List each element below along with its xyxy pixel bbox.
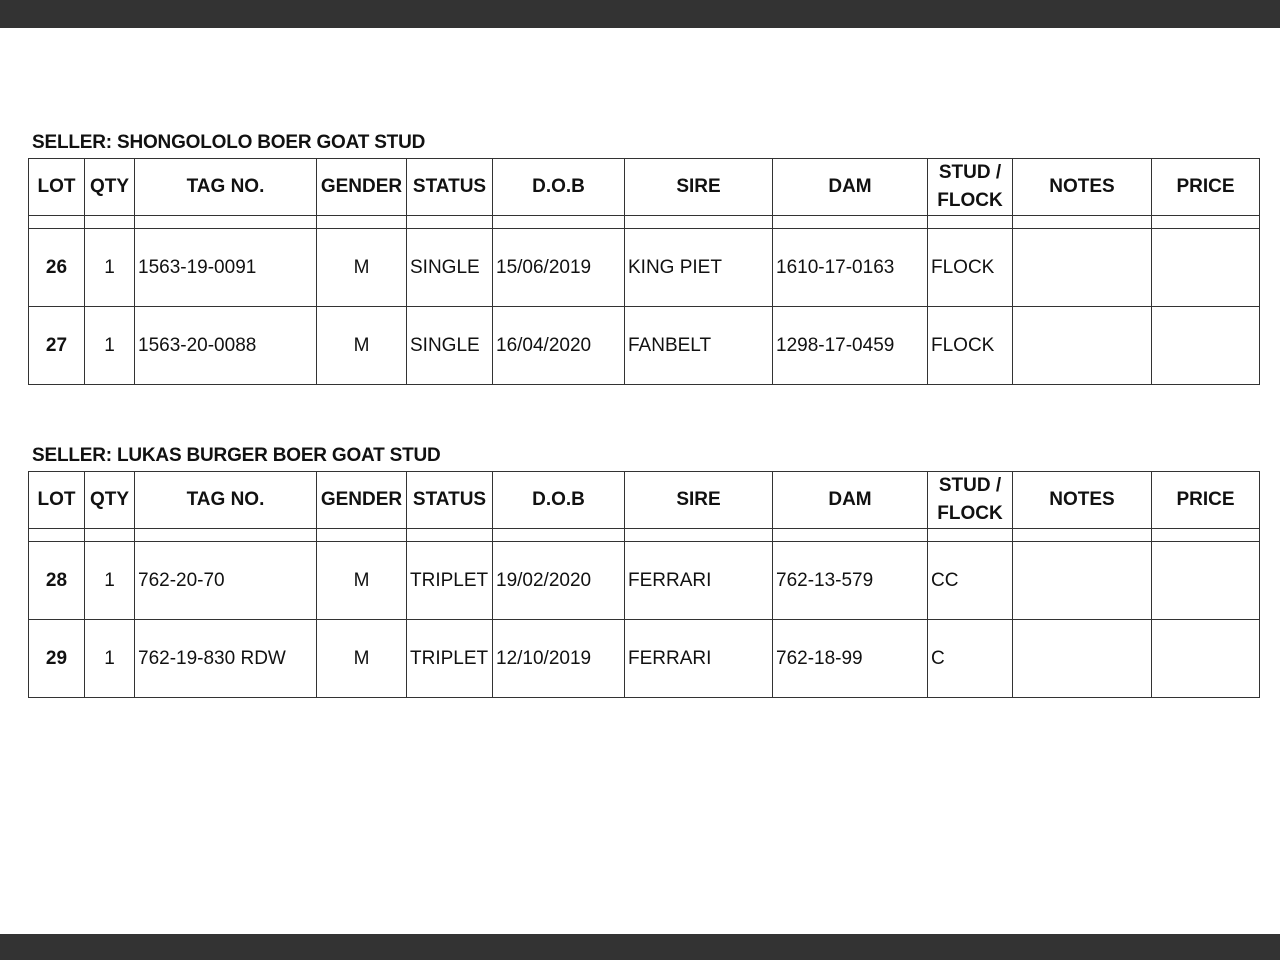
cell-price [1152,229,1260,307]
cell-dam: 1610-17-0163 [773,229,928,307]
cell-dob: 15/06/2019 [493,229,625,307]
table-row [29,620,1260,698]
cell-qty: 1 [85,229,135,307]
header-status: STATUS [407,472,493,529]
header-sire: SIRE [625,159,773,216]
header-notes: NOTES [1013,472,1152,529]
header-dob: D.O.B [493,472,625,529]
header-dob: D.O.B [493,159,625,216]
header-notes: NOTES [1013,159,1152,216]
header-sire: SIRE [625,472,773,529]
header-tag-no: TAG NO. [135,472,317,529]
seller-name: LUKAS BURGER BOER GOAT STUD [116,445,441,466]
header-tag-no: TAG NO. [135,159,317,216]
header-row [29,472,1260,529]
table-row [29,542,1260,620]
cell-dob: 16/04/2020 [493,307,625,385]
cell-tag-no: 762-20-70 [135,542,317,620]
cell-status: SINGLE [407,307,493,385]
cell-stud-flock: C [928,620,1013,698]
cell-sire: FERRARI [625,620,773,698]
header-stud-flock-line1: STUD / [938,475,1002,496]
cell-sire: FERRARI [625,542,773,620]
cell-tag-no: 1563-19-0091 [135,229,317,307]
seller-label: SELLER: [32,132,112,153]
header-stud-flock [928,472,1013,529]
cell-price [1152,307,1260,385]
bottom-frame-bar [0,934,1280,960]
header-gender: GENDER [317,159,407,216]
header-row [29,159,1260,216]
header-gender: GENDER [317,472,407,529]
cell-stud-flock: CC [928,542,1013,620]
cell-lot: 28 [29,542,85,620]
header-lot: LOT [29,159,85,216]
cell-gender: M [317,542,407,620]
seller-label: SELLER: [32,445,112,466]
seller-heading [32,132,425,154]
cell-gender: M [317,307,407,385]
cell-stud-flock: FLOCK [928,307,1013,385]
cell-status: TRIPLET [407,620,493,698]
header-stud-flock-line2: FLOCK [937,503,1003,524]
cell-notes [1013,229,1152,307]
cell-dam: 1298-17-0459 [773,307,928,385]
cell-notes [1013,542,1152,620]
lots-table [28,158,1260,385]
cell-qty: 1 [85,307,135,385]
header-lot: LOT [29,472,85,529]
header-qty: QTY [85,159,135,216]
cell-dam: 762-13-579 [773,542,928,620]
header-status: STATUS [407,159,493,216]
cell-sire: KING PIET [625,229,773,307]
header-stud-flock-line2: FLOCK [937,190,1003,211]
header-qty: QTY [85,472,135,529]
cell-notes [1013,307,1152,385]
top-frame-bar [0,0,1280,28]
cell-price [1152,542,1260,620]
seller-name: SHONGOLOLO BOER GOAT STUD [116,132,426,153]
cell-price [1152,620,1260,698]
lots-table [28,471,1260,698]
cell-status: TRIPLET [407,542,493,620]
spacer-row [29,529,1260,542]
cell-dob: 19/02/2020 [493,542,625,620]
header-price: PRICE [1152,159,1260,216]
header-dam: DAM [773,472,928,529]
cell-notes [1013,620,1152,698]
spacer-row [29,216,1260,229]
cell-dob: 12/10/2019 [493,620,625,698]
cell-lot: 29 [29,620,85,698]
header-dam: DAM [773,159,928,216]
cell-sire: FANBELT [625,307,773,385]
cell-dam: 762-18-99 [773,620,928,698]
table-row [29,229,1260,307]
header-price: PRICE [1152,472,1260,529]
cell-status: SINGLE [407,229,493,307]
cell-qty: 1 [85,620,135,698]
cell-tag-no: 1563-20-0088 [135,307,317,385]
header-stud-flock [928,159,1013,216]
cell-gender: M [317,229,407,307]
header-stud-flock-line1: STUD / [938,162,1002,183]
table-row [29,307,1260,385]
seller-heading [32,445,441,467]
cell-tag-no: 762-19-830 RDW [135,620,317,698]
cell-lot: 27 [29,307,85,385]
cell-qty: 1 [85,542,135,620]
cell-stud-flock: FLOCK [928,229,1013,307]
cell-lot: 26 [29,229,85,307]
cell-gender: M [317,620,407,698]
